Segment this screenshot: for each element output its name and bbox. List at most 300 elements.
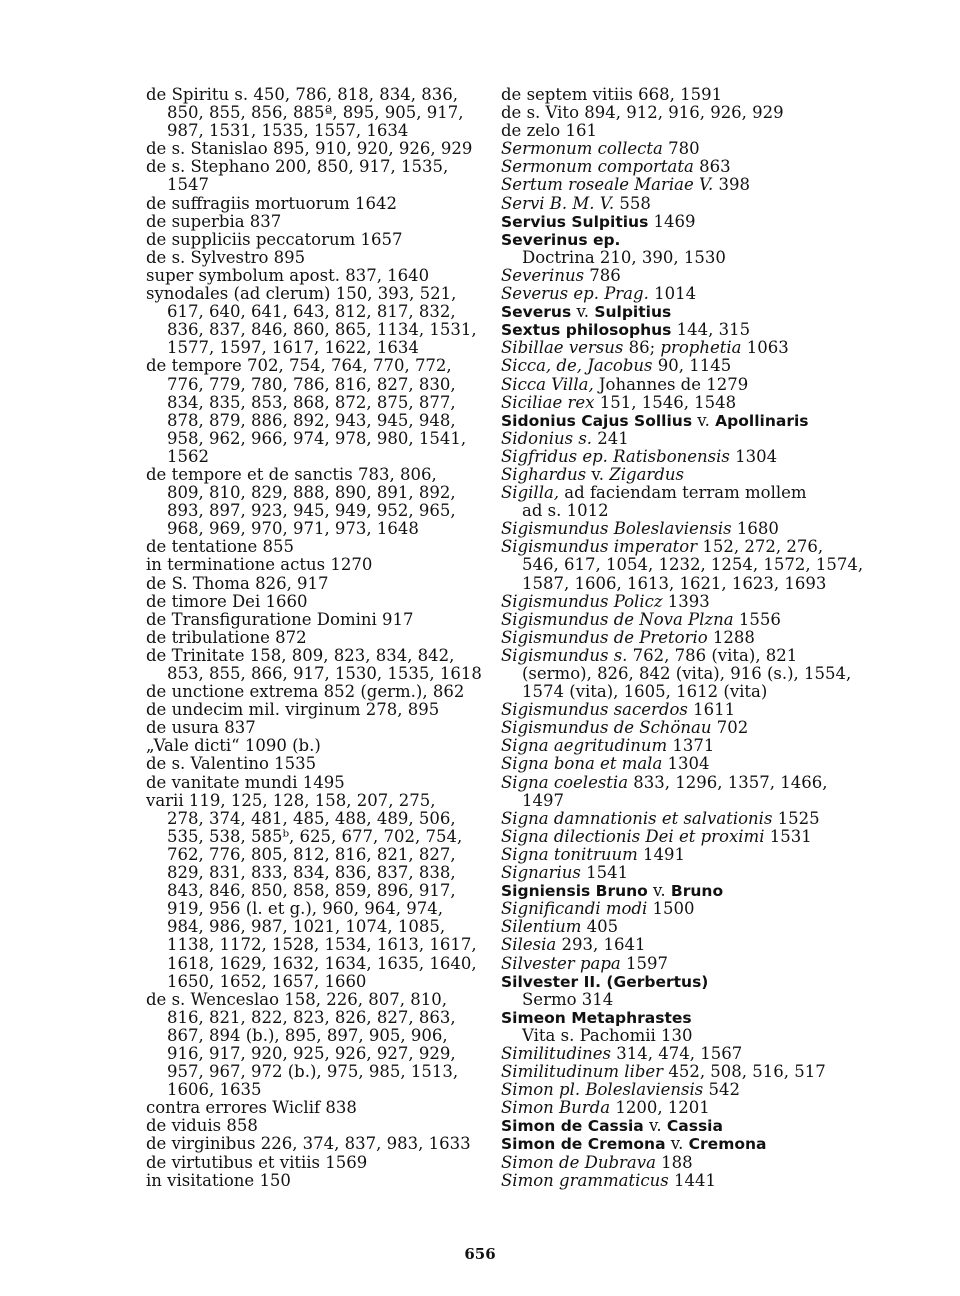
index-text: 1491	[637, 844, 685, 864]
index-title: Similitudinum liber	[501, 1062, 664, 1082]
index-entry-line: 987, 1531, 1535, 1557, 1634	[167, 121, 409, 141]
index-text: v.	[692, 410, 716, 430]
index-title: Sigilla,	[501, 483, 560, 503]
index-entry-line	[501, 538, 861, 556]
index-title: Signa coelestia	[501, 772, 629, 792]
index-text: 1200, 1201	[610, 1098, 710, 1118]
index-entry-line	[501, 466, 861, 484]
index-heading: Apollinaris	[715, 411, 809, 430]
index-entry-line	[501, 1099, 861, 1117]
index-entry	[501, 176, 861, 194]
index-title: Sermonum collecta	[501, 139, 663, 159]
index-entry-line: de s. Valentino 1535	[146, 754, 317, 774]
index-entry-line	[501, 774, 861, 792]
index-heading: Cremona	[688, 1135, 767, 1154]
index-heading: Sextus philosophus	[501, 321, 672, 340]
index-entry	[501, 394, 861, 412]
index-title: Zigardus	[609, 464, 684, 484]
index-entry-line: 878, 879, 886, 892, 943, 945, 948,	[167, 410, 456, 430]
index-text: 144, 315	[671, 320, 751, 340]
index-heading: Sidonius Cajus Sollius	[501, 411, 693, 430]
index-entry-line: 958, 962, 966, 974, 978, 980, 1541,	[167, 428, 467, 448]
index-entry	[501, 936, 861, 954]
index-entry-line: de S. Thoma 826, 917	[146, 573, 329, 593]
index-entry-line: 809, 810, 829, 888, 890, 891, 892,	[167, 483, 456, 503]
index-entry	[146, 1172, 491, 1190]
index-text: Sermo 314	[522, 989, 614, 1009]
index-entry-line: 762, 776, 805, 812, 816, 821, 827,	[167, 844, 456, 864]
index-entry-line	[501, 828, 861, 846]
index-entry	[501, 231, 861, 267]
index-entry	[501, 918, 861, 936]
index-text: 1014	[648, 284, 697, 304]
index-entry-line: de viduis 858	[146, 1116, 258, 1136]
index-text: (sermo), 826, 842 (vita), 916 (s.), 1554,	[522, 664, 852, 683]
index-title: Silentium	[501, 917, 582, 937]
index-entry	[146, 593, 491, 611]
index-entry-line	[501, 701, 861, 719]
index-entry	[501, 520, 861, 538]
index-entry	[146, 140, 491, 158]
index-entry-line: in visitatione 150	[146, 1170, 291, 1190]
index-text: 780	[662, 139, 700, 159]
index-entry-line	[501, 737, 861, 755]
index-entry	[501, 629, 861, 647]
page-number: 656	[464, 1245, 496, 1263]
index-entry-line: contra errores Wiclif 838	[146, 1098, 357, 1118]
index-entry-line: 893, 897, 923, 945, 949, 952, 965,	[167, 501, 456, 521]
index-entry	[501, 755, 861, 773]
index-entry-line	[501, 376, 861, 394]
index-entry-line	[501, 810, 861, 828]
index-entry	[146, 774, 491, 792]
index-entry	[501, 412, 861, 430]
index-entry	[501, 701, 861, 719]
index-title: Sigismundus sacerdos	[501, 700, 688, 720]
index-text: 1441	[668, 1170, 716, 1190]
index-entry	[501, 1063, 861, 1081]
index-entry	[501, 1135, 861, 1153]
index-entry-line	[501, 593, 861, 611]
index-text: 1393	[662, 591, 710, 611]
index-entry	[146, 701, 491, 719]
index-title: Servi B. M. V.	[501, 193, 615, 213]
index-entry	[501, 882, 861, 900]
index-entry-line: 836, 837, 846, 860, 865, 1134, 1531,	[167, 320, 477, 340]
index-entry-line: 1577, 1597, 1617, 1622, 1634	[167, 338, 419, 358]
index-title: Sigismundus de Schönau	[501, 718, 712, 738]
index-entry	[501, 448, 861, 466]
index-text: v.	[643, 1116, 667, 1136]
index-entry-line: de s. Sylvestro 895	[146, 247, 306, 267]
index-entry	[146, 538, 491, 556]
index-text: de zelo 161	[501, 121, 597, 141]
index-entry-line: 816, 821, 822, 823, 826, 827, 863,	[167, 1007, 456, 1027]
index-text: 1531	[764, 826, 812, 846]
index-entry	[501, 955, 861, 973]
index-entry-line: de tempore 702, 754, 764, 770, 772,	[146, 356, 452, 376]
index-entry	[501, 737, 861, 755]
index-text: 1556	[733, 609, 781, 629]
index-entry-line: 829, 831, 833, 834, 836, 837, 838,	[167, 863, 456, 883]
index-entry-line: 1650, 1652, 1657, 1660	[167, 971, 367, 991]
index-entry-line: 916, 917, 920, 925, 926, 927, 929,	[167, 1043, 456, 1063]
index-entry-line	[501, 122, 861, 140]
index-entry	[501, 1117, 861, 1135]
index-entry-line: de Transfiguratione Domini 917	[146, 609, 414, 629]
index-entry-line: 1618, 1629, 1632, 1634, 1635, 1640,	[167, 953, 477, 973]
index-entry-line: varii 119, 125, 128, 158, 207, 275,	[146, 790, 436, 810]
index-text: 1574 (vita), 1605, 1612 (vita)	[522, 682, 768, 702]
index-entry	[146, 575, 491, 593]
index-text: ad faciendam terram mollem	[559, 483, 807, 503]
index-entry	[146, 1117, 491, 1135]
index-entry-line	[501, 900, 861, 918]
index-title: Sigfridus ep. Ratisbonensis	[501, 446, 730, 466]
index-text: 1587, 1606, 1613, 1621, 1623, 1693	[522, 573, 827, 593]
index-entry-line: 867, 894 (b.), 895, 897, 905, 906,	[167, 1025, 448, 1045]
index-entry	[501, 864, 861, 882]
index-entry	[501, 357, 861, 375]
index-entry	[501, 466, 861, 484]
index-entry-line	[501, 1135, 861, 1153]
index-title: prophetia	[660, 338, 742, 358]
index-text: 151, 1546, 1548	[594, 392, 737, 412]
index-title: Sicca Villa,	[501, 374, 594, 394]
index-entry-line	[501, 231, 861, 249]
index-title: Simon pl. Boleslaviensis	[501, 1080, 704, 1100]
index-entry	[146, 285, 491, 357]
index-entry	[146, 158, 491, 194]
index-entry-line: de tentatione 855	[146, 537, 295, 557]
index-entry-line	[501, 1063, 861, 1081]
index-entry-line: de superbia 837	[146, 211, 282, 231]
index-entry	[501, 611, 861, 629]
index-entry-line	[501, 285, 861, 303]
index-entry-line: de suppliciis peccatorum 1657	[146, 229, 403, 249]
index-entry	[501, 774, 861, 810]
index-entry-line: de usura 837	[146, 718, 256, 738]
index-entry-line	[501, 249, 861, 267]
index-entry	[146, 719, 491, 737]
index-entry-line: de suffragiis mortuorum 1642	[146, 193, 397, 213]
index-entry	[501, 1099, 861, 1117]
index-heading: Bruno	[670, 882, 724, 901]
index-entry	[146, 1099, 491, 1117]
index-heading: Simeon Metaphrastes	[501, 1008, 692, 1027]
index-text: 90, 1145	[652, 356, 732, 376]
index-entry	[501, 846, 861, 864]
index-entry-line	[501, 755, 861, 773]
index-title: Sigismundus de Pretorio	[501, 627, 708, 647]
index-text: v.	[571, 302, 595, 322]
index-entry-line: 843, 846, 850, 858, 859, 896, 917,	[167, 881, 456, 901]
index-entry	[501, 537, 864, 593]
index-entry-line: de s. Stephano 200, 850, 917, 1535,	[146, 157, 449, 177]
index-entry-line	[501, 973, 861, 991]
index-entry-line	[501, 629, 861, 647]
index-entry	[146, 195, 491, 213]
index-entry	[501, 430, 861, 448]
index-entry-line	[501, 195, 861, 213]
index-text: 1063	[741, 338, 789, 358]
index-text: v.	[586, 464, 610, 484]
index-entry-line: de timore Dei 1660	[146, 591, 308, 611]
index-entry	[501, 86, 861, 104]
index-title: Silvester papa	[501, 953, 621, 973]
index-entry	[146, 737, 491, 755]
index-entry-line	[501, 213, 861, 231]
index-heading: Simon de Cremona	[501, 1135, 666, 1154]
index-entry-line	[501, 555, 864, 575]
index-entry-line	[501, 611, 861, 629]
index-text: 1500	[647, 899, 695, 919]
index-heading: Sulpitius	[594, 303, 672, 322]
index-entry-line: 535, 538, 585ᵇ, 625, 677, 702, 754,	[167, 826, 463, 846]
index-entry	[501, 973, 861, 1009]
index-entry	[501, 647, 861, 701]
index-entry-line: 1562	[167, 446, 209, 466]
index-title: Simon grammaticus	[501, 1170, 669, 1190]
index-entry-line: de virtutibus et vitiis 1569	[146, 1152, 368, 1172]
index-entry-line: 1547	[167, 175, 209, 195]
index-title: Silesia	[501, 935, 557, 955]
index-column-right	[501, 85, 864, 1190]
index-heading: Signiensis Bruno	[501, 882, 648, 901]
index-entry-line	[501, 683, 861, 701]
index-text: Johannes de 1279	[593, 374, 749, 394]
index-entry-line: 617, 640, 641, 643, 812, 817, 832,	[167, 302, 456, 322]
index-entry	[146, 267, 491, 285]
index-entry	[501, 213, 861, 231]
index-title: Sigismundus de Nova Plzna	[501, 609, 734, 629]
index-entry-line	[501, 484, 861, 502]
index-text: 1680	[731, 519, 779, 539]
index-entry	[146, 231, 491, 249]
index-text: 1597	[620, 953, 668, 973]
index-entry	[501, 900, 861, 918]
index-text: 1541	[580, 863, 629, 883]
index-entry	[146, 792, 491, 991]
index-entry-line	[501, 665, 861, 683]
index-entry-line	[501, 1117, 861, 1135]
index-text: v.	[647, 881, 671, 901]
index-entry-line	[501, 647, 861, 665]
index-entry-line: 1606, 1635	[167, 1080, 262, 1100]
index-entry	[501, 1009, 861, 1045]
index-title: Signa damnationis et salvationis	[501, 808, 773, 828]
index-text: 1469	[648, 211, 696, 231]
index-entry	[146, 1154, 491, 1172]
index-entry	[501, 719, 861, 737]
index-entry-line: 957, 967, 972 (b.), 975, 985, 1513,	[167, 1062, 459, 1082]
index-title: Sermonum comportata	[501, 157, 694, 177]
index-entry	[146, 556, 491, 574]
index-entry	[501, 195, 861, 213]
index-title: Sidonius s.	[501, 428, 593, 448]
index-entry-line	[501, 792, 861, 810]
index-text: 762, 786 (vita), 821	[627, 645, 798, 665]
index-entry	[501, 484, 861, 520]
index-entry-line	[501, 412, 861, 430]
index-title: Signarius	[501, 863, 581, 883]
index-entry	[146, 357, 491, 466]
index-text: 398	[713, 175, 751, 195]
index-entry-line: de vanitate mundi 1495	[146, 772, 345, 792]
index-heading: Cassia	[666, 1117, 723, 1136]
index-text: 546, 617, 1054, 1232, 1254, 1572, 1574,	[522, 555, 864, 575]
index-title: Sigismundus s.	[501, 645, 628, 665]
index-entry	[501, 104, 861, 122]
index-column-left	[146, 86, 491, 1190]
index-entry-line	[501, 502, 861, 520]
index-entry	[501, 1081, 861, 1099]
index-text: 558	[614, 193, 651, 213]
index-entry-line	[501, 575, 861, 593]
index-entry-line: de tempore et de sanctis 783, 806,	[146, 464, 437, 484]
index-entry-line: 850, 855, 856, 885ª, 895, 905, 917,	[167, 103, 464, 123]
index-text: 786	[584, 265, 621, 285]
index-entry	[501, 810, 861, 828]
index-entry-line: de tribulatione 872	[146, 627, 307, 647]
index-entry	[146, 86, 491, 140]
index-entry	[501, 828, 861, 846]
index-text: ad s. 1012	[522, 501, 609, 521]
index-entry-line: in terminatione actus 1270	[146, 555, 373, 575]
index-entry-line	[501, 303, 861, 321]
index-entry	[146, 611, 491, 629]
index-entry	[501, 1154, 861, 1172]
index-text: 1525	[772, 808, 820, 828]
index-entry	[501, 122, 861, 140]
index-text: 833, 1296, 1357, 1466,	[628, 772, 828, 792]
index-heading: Silvester II.	[501, 972, 602, 991]
index-entry-line	[501, 357, 861, 375]
index-entry	[501, 303, 861, 321]
index-text: 1497	[522, 790, 564, 810]
index-text: 241	[592, 428, 629, 448]
index-heading: Severus	[501, 303, 572, 322]
index-entry-line	[501, 846, 861, 864]
index-entry-line	[501, 1027, 861, 1045]
index-entry-line: de Spiritu s. 450, 786, 818, 834, 836,	[146, 85, 459, 104]
index-title: Sicca, de, Jacobus	[501, 356, 653, 376]
index-entry-line	[501, 1172, 861, 1190]
index-title: Severinus	[501, 265, 585, 285]
index-entry-line: de virginibus 226, 374, 837, 983, 1633	[146, 1134, 471, 1154]
index-entry-line	[501, 991, 861, 1009]
index-entry	[501, 339, 861, 357]
index-text: 86;	[623, 338, 661, 358]
index-entry-line	[501, 719, 861, 737]
index-title: Siciliae rex	[501, 392, 595, 412]
index-entry-line	[501, 321, 861, 339]
index-entry-line: de s. Wenceslao 158, 226, 807, 810,	[146, 989, 447, 1009]
index-entry	[146, 1135, 491, 1153]
index-entry	[501, 593, 861, 611]
index-text: Doctrina 210, 390, 1530	[522, 247, 726, 267]
index-entry	[501, 158, 861, 176]
index-text: 314, 474, 1567	[611, 1043, 743, 1063]
index-entry-line	[501, 955, 861, 973]
index-text: 293, 1641	[556, 935, 646, 955]
index-text: 1304	[729, 446, 778, 466]
index-text: 1371	[667, 736, 715, 756]
index-entry-line	[501, 430, 861, 448]
index-entry-line	[501, 882, 861, 900]
index-entry	[501, 321, 861, 339]
index-text: 1288	[707, 627, 755, 647]
index-title: Simon Burda	[501, 1098, 611, 1118]
index-title: Signa dilectionis Dei et proximi	[501, 826, 765, 846]
index-entry	[146, 213, 491, 231]
index-entry-line: „Vale dicti“ 1090 (b.)	[146, 736, 321, 756]
index-title: Sighardus	[501, 464, 587, 484]
index-title: Sigismundus Policz	[501, 591, 663, 611]
index-entry-line: de undecim mil. virginum 278, 895	[146, 700, 440, 720]
index-text: de s. Vito 894, 912, 916, 926, 929	[501, 103, 784, 123]
index-entry-line	[501, 1009, 861, 1027]
index-text: 188	[655, 1152, 693, 1172]
index-entry-line	[501, 339, 861, 357]
index-entry	[146, 249, 491, 267]
index-entry	[501, 1045, 861, 1063]
index-title: Sigismundus Boleslaviensis	[501, 519, 732, 539]
index-entry	[501, 285, 861, 303]
index-entry-line: 834, 835, 853, 868, 872, 875, 877,	[167, 392, 456, 412]
index-entry-line	[501, 448, 861, 466]
index-text: 1611	[687, 700, 736, 720]
index-entry-line	[501, 1081, 861, 1099]
index-entry	[501, 267, 861, 285]
index-entry	[146, 647, 491, 683]
index-title: Significandi modi	[501, 899, 648, 919]
index-entry-line	[501, 140, 861, 158]
index-title: Signa bona et mala	[501, 754, 663, 774]
index-entry	[146, 683, 491, 701]
index-entry-line	[501, 394, 861, 412]
index-title: Severus ep. Prag.	[501, 284, 649, 304]
index-text: 452, 508, 516, 517	[663, 1062, 826, 1082]
index-entry-line: 853, 855, 866, 917, 1530, 1535, 1618	[167, 664, 482, 683]
index-entry-line	[501, 176, 861, 194]
index-entry-line: de Trinitate 158, 809, 823, 834, 842,	[146, 645, 455, 665]
index-text: 702	[711, 718, 749, 738]
index-entry-line: 278, 374, 481, 485, 488, 489, 506,	[167, 808, 456, 828]
index-entry-line	[501, 1045, 861, 1063]
index-title: Sigismundus imperator	[501, 537, 698, 557]
index-entry	[501, 140, 861, 158]
index-entry	[146, 991, 491, 1100]
index-title: Signa tonitruum	[501, 844, 638, 864]
index-text: 152, 272, 276,	[697, 537, 824, 557]
index-entry-line	[501, 918, 861, 936]
index-text: 863	[693, 157, 731, 177]
index-entry-line: 919, 956 (l. et g.), 960, 964, 974,	[167, 899, 444, 919]
index-entry-line: 984, 986, 987, 1021, 1074, 1085,	[167, 917, 446, 937]
index-heading: (Gerbertus)	[601, 972, 709, 991]
index-heading: Servius Sulpitius	[501, 212, 649, 231]
index-entry	[146, 466, 491, 538]
index-entry-line	[501, 104, 861, 122]
index-heading: Severinus ep.	[501, 230, 621, 249]
index-entry-line	[501, 1154, 861, 1172]
index-entry	[501, 376, 861, 394]
index-entry-line: 776, 779, 780, 786, 816, 827, 830,	[167, 374, 456, 394]
index-entry-line	[501, 520, 861, 538]
index-entry	[501, 1172, 861, 1190]
index-text: v.	[665, 1134, 689, 1154]
